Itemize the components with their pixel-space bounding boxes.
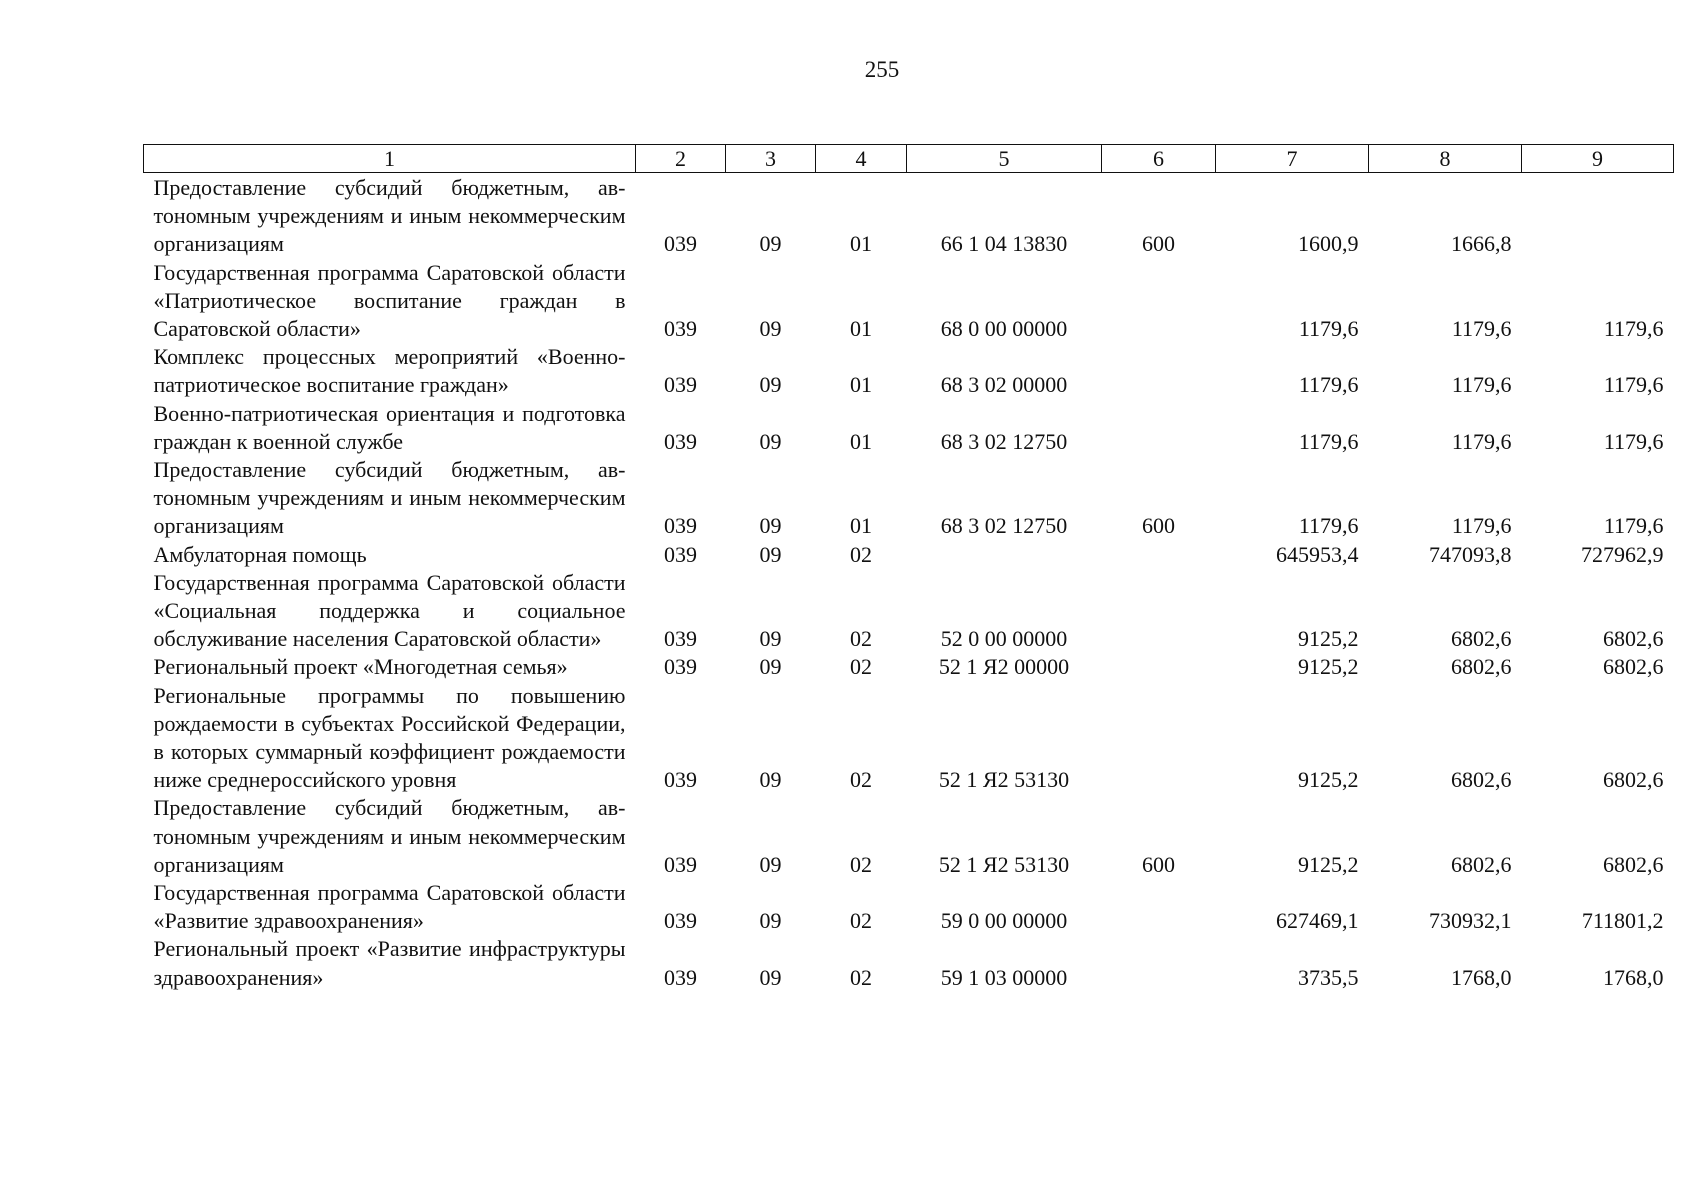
table-row (144, 173, 1674, 259)
column-header: 8 (1369, 145, 1522, 173)
subsection-cell: 02 (850, 851, 872, 877)
amount-cell: 9125,2 (1298, 626, 1359, 652)
row-name-cell: Государственная программа Саратовской области «Патриотическое воспитание граждан в Саратовской области» (153, 259, 626, 342)
amount-cell: 1179,6 (1298, 513, 1359, 539)
target-article-cell: 66 1 04 13830 (940, 231, 1068, 257)
column-header: 2 (636, 145, 726, 173)
table-row (144, 541, 1674, 569)
code-cell: 039 (664, 428, 697, 454)
subsection-cell: 01 (850, 231, 872, 257)
amount-cell: 645953,4 (1276, 541, 1359, 567)
target-article-cell: 68 0 00 00000 (940, 316, 1068, 342)
subsection-cell: 01 (850, 372, 872, 398)
amount-cell: 6802,6 (1451, 851, 1512, 877)
expense-type-cell (1102, 541, 1216, 569)
subsection-cell: 01 (850, 513, 872, 539)
section-cell: 09 (759, 372, 782, 398)
row-name-cell: Амбулаторная помощь (153, 541, 367, 567)
table-row (144, 259, 1674, 344)
section-cell: 09 (759, 428, 782, 454)
expense-type-cell (1102, 935, 1216, 991)
amount-cell: 747093,8 (1429, 541, 1512, 567)
code-cell: 039 (664, 654, 697, 680)
code-cell: 039 (664, 541, 697, 567)
target-article-cell: 59 0 00 00000 (940, 908, 1068, 934)
amount-cell: 3735,5 (1298, 964, 1359, 990)
amount-cell: 1600,9 (1298, 231, 1359, 257)
amount-cell: 1179,6 (1603, 316, 1664, 342)
expense-type-cell (1102, 682, 1216, 795)
section-cell: 09 (759, 654, 782, 680)
section-cell: 09 (759, 908, 782, 934)
table-row (144, 456, 1674, 541)
table-row (144, 400, 1674, 456)
amount-cell: 1179,6 (1298, 316, 1359, 342)
subsection-cell: 02 (850, 654, 872, 680)
subsection-cell: 02 (850, 908, 872, 934)
expense-type-cell (1102, 879, 1216, 935)
table-row (144, 569, 1674, 654)
row-name-cell: Государственная программа Саратовской области «Развитие здравоохранения» (153, 880, 626, 934)
amount-cell: 6802,6 (1451, 626, 1512, 652)
section-cell: 09 (759, 541, 782, 567)
subsection-cell: 02 (850, 964, 872, 990)
row-name-cell: Военно-патриотическая ориентация и подготовка граждан к военной службе (153, 400, 626, 454)
budget-table (143, 144, 1674, 992)
column-header: 3 (726, 145, 816, 173)
table-row (144, 879, 1674, 935)
code-cell: 039 (664, 964, 697, 990)
amount-cell: 1179,6 (1603, 428, 1664, 454)
target-article-cell: 68 3 02 12750 (940, 513, 1068, 539)
amount-cell: 727962,9 (1581, 541, 1664, 567)
amount-cell: 627469,1 (1276, 908, 1359, 934)
row-name-cell: Предоставление субсидий бюджетным, автономным учреждениям и иным некоммерческим организациям (153, 457, 626, 539)
table-row (144, 343, 1674, 399)
row-name-cell: Региональный проект «Многодетная семья» (153, 654, 568, 680)
amount-cell: 6802,6 (1451, 767, 1512, 793)
section-cell: 09 (759, 316, 782, 342)
amount-cell: 9125,2 (1298, 851, 1359, 877)
code-cell: 039 (664, 231, 697, 257)
amount-cell: 1768,0 (1451, 964, 1512, 990)
section-cell: 09 (759, 231, 782, 257)
section-cell: 09 (759, 851, 782, 877)
column-header: 5 (907, 145, 1102, 173)
section-cell: 09 (759, 626, 782, 652)
section-cell: 09 (759, 513, 782, 539)
amount-cell: 711801,2 (1581, 908, 1664, 934)
expense-type-cell: 600 (1142, 513, 1175, 539)
amount-cell: 6802,6 (1603, 654, 1664, 680)
code-cell: 039 (664, 316, 697, 342)
subsection-cell: 02 (850, 541, 872, 567)
amount-cell: 1179,6 (1603, 513, 1664, 539)
amount-cell: 9125,2 (1298, 767, 1359, 793)
amount-cell: 6802,6 (1603, 626, 1664, 652)
amount-cell: 1179,6 (1451, 316, 1512, 342)
amount-cell: 6802,6 (1451, 654, 1512, 680)
target-article-cell: 68 3 02 00000 (940, 372, 1068, 398)
code-cell: 039 (664, 908, 697, 934)
expense-type-cell: 600 (1142, 231, 1175, 257)
table-header-row (144, 145, 1674, 173)
amount-cell: 9125,2 (1298, 654, 1359, 680)
code-cell: 039 (664, 372, 697, 398)
amount-cell: 1768,0 (1603, 964, 1664, 990)
target-article-cell: 52 1 Я2 53130 (938, 767, 1070, 793)
column-header: 1 (144, 145, 636, 173)
code-cell: 039 (664, 767, 697, 793)
row-name-cell: Региональные программы по повышению рождаемости в субъектах Российской Федерации, в которых суммарный коэффициент рождаемости ниже среднероссийского уровня (153, 682, 626, 793)
amount-cell: 6802,6 (1603, 851, 1664, 877)
subsection-cell: 02 (850, 626, 872, 652)
subsection-cell: 01 (850, 316, 872, 342)
table-row (144, 682, 1674, 795)
amount-cell: 1179,6 (1603, 372, 1664, 398)
amount-cell: 1179,6 (1451, 372, 1512, 398)
target-article-cell: 52 1 Я2 53130 (938, 851, 1070, 877)
expense-type-cell (1102, 569, 1216, 654)
expense-type-cell (1102, 400, 1216, 456)
row-name-cell: Региональный проект «Развитие инфраструктуры здравоохранения» (153, 936, 626, 990)
amount-cell: 1179,6 (1451, 513, 1512, 539)
target-article-cell: 52 0 00 00000 (940, 626, 1068, 652)
amount-cell: 1179,6 (1298, 372, 1359, 398)
section-cell: 09 (759, 767, 782, 793)
row-name-cell: Комплекс процессных мероприятий «Военно-патриотическое воспитание граждан» (153, 344, 626, 398)
expense-type-cell: 600 (1142, 851, 1175, 877)
column-header: 6 (1102, 145, 1216, 173)
table-body (144, 173, 1674, 992)
row-name-cell: Предоставление субсидий бюджетным, автономным учреждениям и иным некоммерческим организациям (153, 175, 626, 257)
code-cell: 039 (664, 626, 697, 652)
row-name-cell: Предоставление субсидий бюджетным, автономным учреждениям и иным некоммерческим организациям (153, 795, 626, 877)
target-article-cell (907, 541, 1102, 569)
column-header: 7 (1216, 145, 1369, 173)
target-article-cell: 52 1 Я2 00000 (938, 654, 1070, 680)
table-row (144, 653, 1674, 681)
expense-type-cell (1102, 343, 1216, 399)
amount-cell: 6802,6 (1603, 767, 1664, 793)
target-article-cell: 68 3 02 12750 (940, 428, 1068, 454)
section-cell: 09 (759, 964, 782, 990)
code-cell: 039 (664, 851, 697, 877)
amount-cell: 1179,6 (1451, 428, 1512, 454)
row-name-cell: Государственная программа Саратовской области «Социальная поддержка и социальное обслуживание населения Саратовской области» (153, 569, 626, 652)
amount-cell (1522, 173, 1674, 259)
target-article-cell: 59 1 03 00000 (940, 964, 1068, 990)
column-header: 4 (816, 145, 907, 173)
column-header: 9 (1522, 145, 1674, 173)
subsection-cell: 02 (850, 767, 872, 793)
amount-cell: 730932,1 (1429, 908, 1512, 934)
expense-type-cell (1102, 653, 1216, 681)
table-row (144, 794, 1674, 879)
amount-cell: 1666,8 (1451, 231, 1512, 257)
amount-cell: 1179,6 (1298, 428, 1359, 454)
page-number: 255 (864, 57, 900, 82)
subsection-cell: 01 (850, 428, 872, 454)
code-cell: 039 (664, 513, 697, 539)
table-row (144, 935, 1674, 991)
expense-type-cell (1102, 259, 1216, 344)
